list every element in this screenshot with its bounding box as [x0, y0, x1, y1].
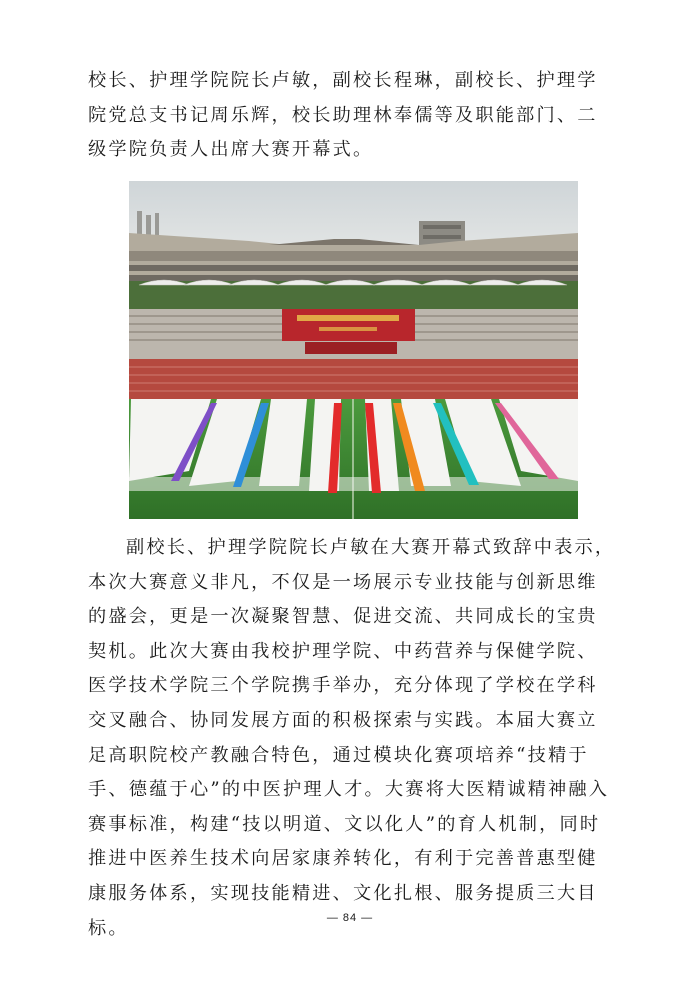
page-number: — 84 —: [326, 912, 374, 924]
paragraph-attendees: 校长、护理学院院长卢敏，副校长程琳，副校长、护理学院党总支书记周乐辉，校长助理林奉儒等及职能部门、二级学院负责人出席大赛开幕式。: [88, 70, 598, 161]
opening-ceremony-photo: [129, 181, 578, 519]
paragraph-speech: 副校长、护理学院院长卢敏在大赛开幕式致辞中表示，本次大赛意义非凡，不仅是一场展示专业技能与创新思维的盛会，更是一次凝聚智慧、促进交流、共同成长的宝贵契机。此次大赛由我校护理学院、中药营养与保健学院、医学技术学院三个学院携手举办，充分体现了学校在学科交叉融合、协同发展方面的积极探索与实践。本届大赛立足高职院校产教融合特色，通过模块化赛项培养“技精于手、德蕴于心”的中医护理人才。大赛将大医精诚精神融入赛事标准，构建“技以明道、文以化人”的育人机制，同时推进中医养生技术向居家康养转化，有利于完善普惠型健康服务体系，实现技能精进、文化扎根、服务提质三大目标。: [88, 537, 616, 939]
